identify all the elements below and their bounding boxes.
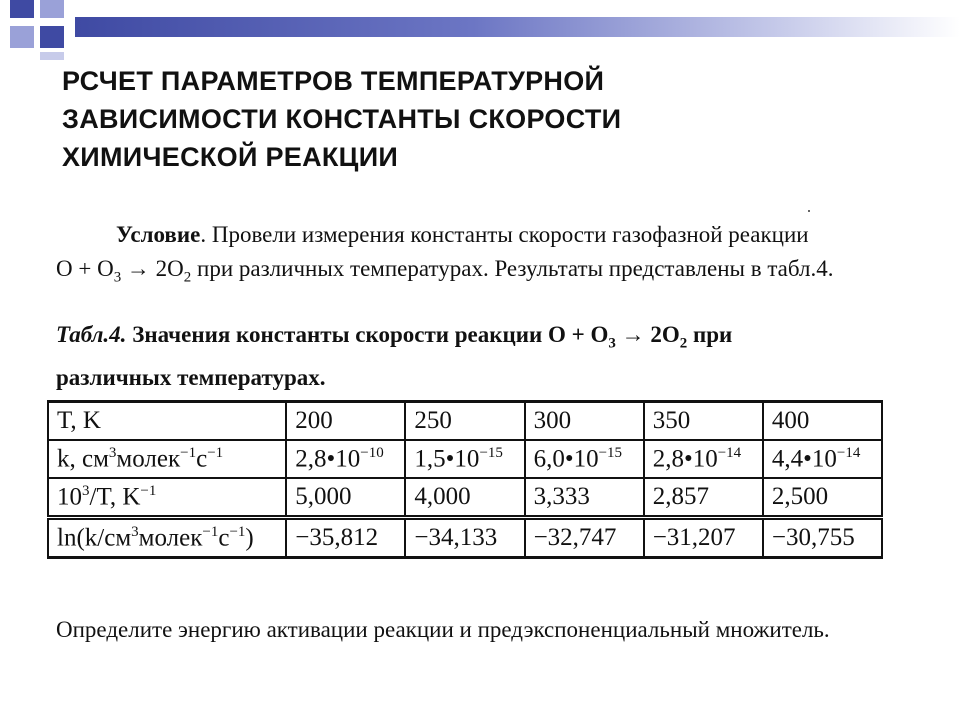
table-cell: −35,812 bbox=[286, 518, 405, 558]
condition-line1: . Провели измерения константы скорости газофазной реакции bbox=[200, 222, 809, 247]
table-cell: $2,8•10^{-10}$ bbox=[286, 440, 405, 478]
reaction-sub: 2 bbox=[183, 269, 192, 286]
rate-constant-table bbox=[47, 400, 883, 559]
table-row bbox=[48, 518, 882, 558]
table-cell: 5,000 bbox=[286, 478, 405, 518]
table-cell: 400 bbox=[763, 402, 882, 441]
condition-text bbox=[56, 218, 836, 295]
table-cell: 2,500 bbox=[763, 478, 882, 518]
title-line: ЗАВИСИМОСТИ КОНСТАНТЫ СКОРОСТИ bbox=[62, 104, 622, 134]
row-header-ln-k: $\ln(k/см^3молек^{-1}с^{-1})$ bbox=[48, 518, 286, 558]
caption-text: Значения константы скорости реакции O + O bbox=[126, 322, 609, 347]
caption-text: при различных температурах. bbox=[56, 322, 733, 390]
table-cell: −34,133 bbox=[405, 518, 524, 558]
table-cell: −31,207 bbox=[644, 518, 763, 558]
decor-square bbox=[10, 0, 34, 18]
table-caption bbox=[56, 318, 776, 395]
caption-text: → 2O bbox=[615, 322, 680, 347]
row-header-rate-constant: k, $см^3молек^{-1}с^{-1}$ bbox=[48, 440, 286, 478]
reaction-a: O + O bbox=[56, 256, 114, 281]
reaction-sub: 3 bbox=[113, 269, 122, 286]
decor-square bbox=[40, 52, 64, 60]
table-cell: 200 bbox=[286, 402, 405, 441]
table-cell: $2,8•10^{-14}$ bbox=[644, 440, 763, 478]
table-cell: 350 bbox=[644, 402, 763, 441]
table-cell: −30,755 bbox=[763, 518, 882, 558]
caption-label: Табл.4. bbox=[56, 322, 127, 347]
slide-title bbox=[62, 62, 862, 176]
stray-dot bbox=[808, 210, 810, 212]
row-header-temperature: T, K bbox=[48, 402, 286, 441]
table-cell: $1,5•10^{-15}$ bbox=[405, 440, 524, 478]
table-row bbox=[48, 440, 882, 478]
table-cell: 250 bbox=[405, 402, 524, 441]
caption-sub: 2 bbox=[679, 335, 688, 352]
title-line: РСЧЕТ ПАРАМЕТРОВ ТЕМПЕРАТУРНОЙ bbox=[62, 66, 605, 96]
reaction-b: → 2O bbox=[121, 256, 184, 281]
task-question: Определите энергию активации реакции и предэкспоненциальный множитель. bbox=[56, 617, 830, 642]
decor-square bbox=[10, 26, 34, 48]
table-row bbox=[48, 478, 882, 518]
title-line: ХИМИЧЕСКОЙ РЕАКЦИИ bbox=[62, 142, 399, 172]
caption-sub: 3 bbox=[608, 335, 616, 352]
table-cell: 2,857 bbox=[644, 478, 763, 518]
table-cell: −32,747 bbox=[525, 518, 644, 558]
decor-square bbox=[40, 26, 64, 48]
table-cell: $4,4•10^{-14}$ bbox=[763, 440, 882, 478]
condition-line2: при различных температурах. Результаты представлены в табл.4. bbox=[191, 256, 834, 281]
table-cell: 4,000 bbox=[405, 478, 524, 518]
table-cell: 300 bbox=[525, 402, 644, 441]
table-cell: $6,0•10^{-15}$ bbox=[525, 440, 644, 478]
condition-label: Условие bbox=[116, 222, 201, 247]
row-header-inverse-temperature: $10^3/T$, $K^{-1}$ bbox=[48, 478, 286, 518]
decor-square bbox=[40, 0, 64, 18]
table-cell: 3,333 bbox=[525, 478, 644, 518]
table-row bbox=[48, 402, 882, 441]
header-bar bbox=[75, 17, 960, 37]
